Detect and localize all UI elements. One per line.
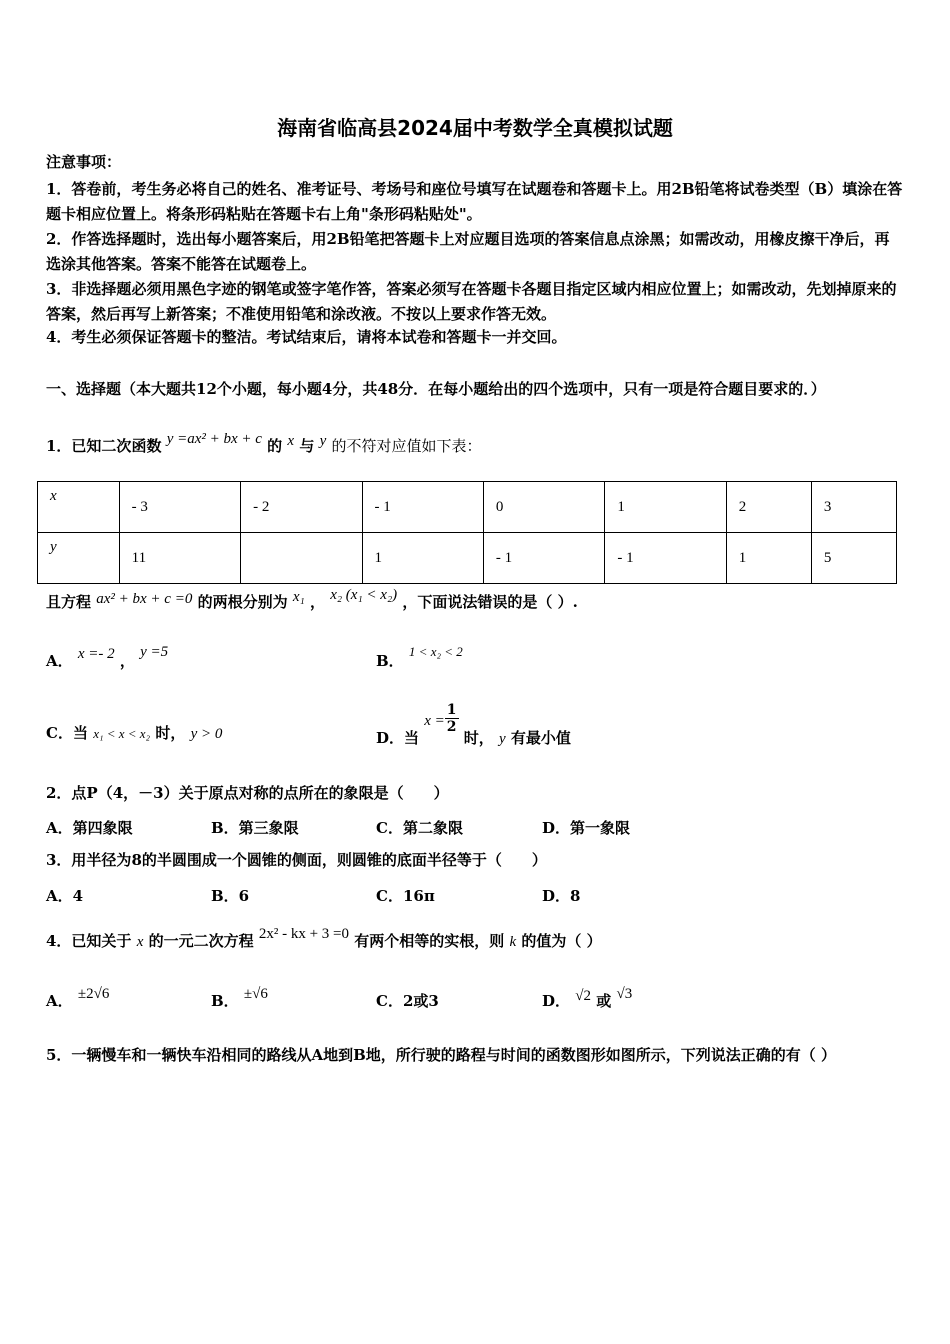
table-cell: 1 [605,482,726,533]
q4-equation: 2x² - kx + 3 =0 [258,926,350,942]
q1-option-a[interactable] [46,644,169,671]
q4-option-c[interactable]: C．2或3 [376,992,439,1010]
q1-var-y: y [319,433,327,449]
q1-text: 的不符对应值如下表： [331,437,482,455]
option-label: D．当 [376,728,420,747]
option-label: B． [211,992,239,1010]
option-text: 有最小值 [510,728,571,747]
option-text: 时， [463,728,494,747]
q4-option-b[interactable] [211,986,268,1011]
note-item-3: 3．非选择题必须用黑色字迹的钢笔或签字笔作答，答案必须写在答题卡各题目指定区域内相应位置上；如需改动，先划掉原来的答案，然后再写上新答案；不准使用铅笔和涂改液。不按以上要求作答无效。 [46,280,897,323]
table-cell: 5 [811,533,896,584]
q1-root-x1: x₁ [292,589,305,605]
table-cell: - 1 [362,482,483,533]
option-label: D． [542,992,571,1010]
q1-text: ， [309,593,325,611]
q4-var-x: x [136,934,144,950]
q4-stem [46,926,602,952]
q1-function: y =ax² + bx + c [166,431,262,447]
table-cell: x [38,482,120,533]
option-math: y [499,730,506,747]
table-cell: 1 [726,533,811,584]
q3-option-a[interactable]: A．4 [46,887,84,905]
q4-option-d[interactable] [542,986,633,1011]
table-cell: y [38,533,120,584]
q3-option-c[interactable]: C．16π [376,887,435,905]
table-cell: 2 [726,482,811,533]
q1-text: 的两根分别为 [197,593,288,611]
notes-heading: 注意事项： [46,153,122,171]
q4-text: 有两个相等的实根，则 [354,932,505,950]
q4-option-a[interactable] [46,986,110,1011]
option-label: A． [46,652,73,670]
note-item-2: 2．作答选择题时，选出每小题答案后，用2B铅笔把答题卡上对应题目选项的答案信息点涂黑；如需改动，用橡皮擦干净后，再选涂其他答案。答案不能答在试题卷上。 [46,230,890,273]
option-label: B． [376,652,404,670]
table-cell: - 2 [241,482,362,533]
fraction-numerator: 1 [446,702,457,718]
table-cell [241,533,362,584]
q1-stem [46,431,482,457]
note-item-4: 4．考生必须保证答题卡的整洁。考试结束后，请将本试卷和答题卡一并交回。 [46,328,567,346]
q1-equation: ax² + bx + c =0 [96,591,193,607]
option-label: C．当 [46,724,88,742]
q1-text: 的 [267,437,283,455]
q3-stem: 3．用半径为8的半圆围成一个圆锥的侧面，则圆锥的底面半径等于（ ） [46,851,547,869]
table-cell: 0 [483,482,604,533]
table-cell: - 1 [605,533,726,584]
table-cell: 11 [119,533,240,584]
option-math: x₁ < x < x₂ [93,726,151,741]
table-cell: - 3 [119,482,240,533]
option-math: √3 [616,986,633,1002]
option-math: 1 < x₂ < 2 [408,644,463,659]
q1-text: 与 [299,437,315,455]
q3-option-b[interactable]: B．6 [211,887,250,905]
table-cell: 1 [362,533,483,584]
q1-text: 且方程 [46,593,92,611]
q4-var-k: k [509,934,517,950]
q1-value-table [37,481,897,584]
q2-option-b[interactable]: B．第三象限 [211,819,299,837]
q1-var-x: x [287,433,295,449]
q4-text: 的值为（ ） [521,932,602,950]
option-math: ±√6 [243,986,268,1002]
section-heading: 一、选择题（本大题共12个小题，每小题4分，共48分．在每小题给出的四个选项中，只有一项是符合题目要求的．） [46,380,826,398]
table-row [38,482,897,533]
option-text: ， [119,652,135,670]
q2-option-a[interactable]: A．第四象限 [46,819,133,837]
note-item-1: 1．答卷前，考生务必将自己的姓名、准考证号、考场号和座位号填写在试题卷和答题卡上。用2B铅笔将试卷类型（B）填涂在答题卡相应位置上。将条形码粘贴在答题卡右上角"条形码粘贴处"。 [46,180,903,223]
q1-option-b[interactable] [376,644,463,671]
option-math: ±2√6 [77,986,110,1002]
q1-condition [46,587,578,613]
page-title: 海南省临高县2024届中考数学全真模拟试题 [277,116,673,140]
option-math: √2 [575,988,591,1004]
q1-text: ，下面说法错误的是（ ）. [402,593,578,611]
q4-text: 的一元二次方程 [148,932,254,950]
option-math: x = [424,712,445,729]
fraction-denominator: 2 [446,719,457,735]
q5-stem: 5．一辆慢车和一辆快车沿相同的路线从A地到B地，所行驶的路程与时间的函数图形如图所示，下列说法正确的有（ ） [46,1046,836,1064]
q4-text: 4．已知关于 [46,932,132,950]
q1-option-c[interactable] [46,722,222,743]
q2-stem: 2．点P（4，－3）关于原点对称的点所在的象限是（ ） [46,784,449,802]
q1-option-d[interactable] [376,702,571,747]
option-text: 时， [155,724,186,742]
option-math: y > 0 [190,726,223,742]
option-math: y =5 [140,644,169,660]
q3-option-d[interactable]: D．8 [542,887,581,905]
q1-lead: 1．已知二次函数 [46,437,162,455]
table-cell: 3 [811,482,896,533]
q2-option-d[interactable]: D．第一象限 [542,819,631,837]
option-math: x =- 2 [77,646,115,662]
option-text: 或 [596,992,612,1010]
table-row [38,533,897,584]
q1-root-x2: x₂ (x₁ < x₂) [330,587,398,603]
table-cell: - 1 [483,533,604,584]
fraction [445,702,459,735]
q2-option-c[interactable]: C．第二象限 [376,819,463,837]
option-label: A． [46,992,73,1010]
